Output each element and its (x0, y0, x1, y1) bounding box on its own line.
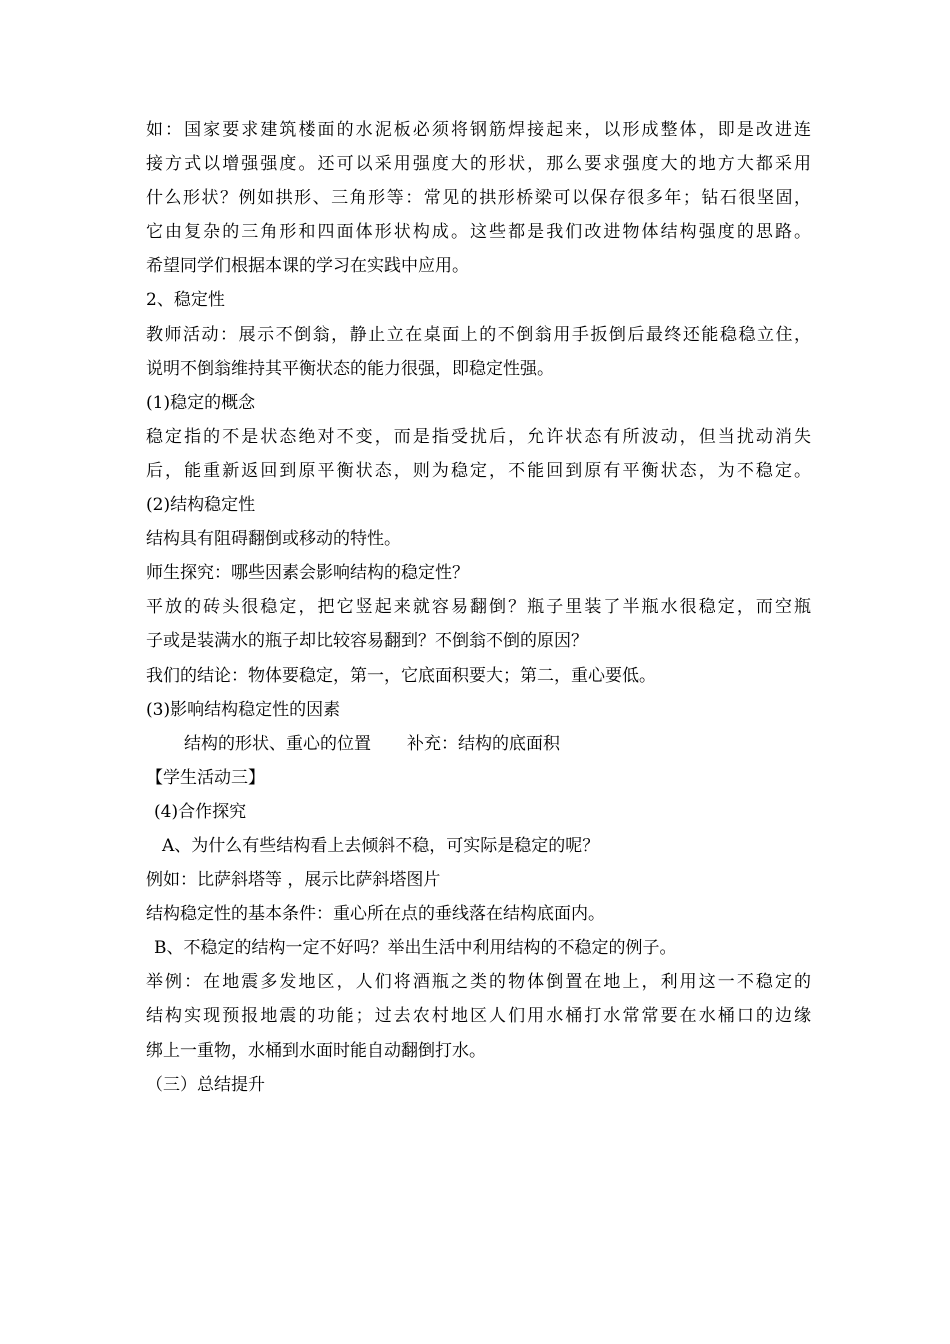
paragraph-line: 结构具有阻碍翻倒或移动的特性。 (146, 529, 401, 550)
subsection-heading: (1)稳定的概念 (146, 392, 256, 413)
paragraph-line: 后，能重新返回到原平衡状态，则为稳定，不能回到原有平衡状态，为不稳定。 (146, 460, 811, 481)
subsection-heading: (4)合作探究 (154, 801, 247, 822)
question-line: B、不稳定的结构一定不好吗？举出生活中利用结构的不稳定的例子。 (154, 938, 677, 959)
factors-text: 结构的形状、重心的位置 (184, 733, 371, 754)
section-heading: （三）总结提升 (146, 1074, 265, 1095)
paragraph-line: 什么形状？例如拱形、三角形等：常见的拱形桥梁可以保存很多年；钻石很坚固， (146, 188, 811, 209)
section-heading: 2、稳定性 (146, 290, 225, 311)
paragraph-line: 举例：在地震多发地区，人们将酒瓶之类的物体倒置在地上，利用这一不稳定的 (146, 972, 811, 993)
paragraph-line: 稳定指的不是状态绝对不变，而是指受扰后，允许状态有所波动，但当扰动消失 (146, 426, 811, 447)
paragraph-line: 例如：比萨斜塔等 ，展示比萨斜塔图片 (146, 870, 441, 891)
paragraph-line: 师生探究：哪些因素会影响结构的稳定性？ (146, 563, 469, 584)
subsection-heading: (3)影响结构稳定性的因素 (146, 699, 341, 720)
document-body (146, 113, 811, 1102)
paragraph-line: 结构稳定性的基本条件：重心所在点的垂线落在结构底面内。 (146, 904, 605, 925)
paragraph-line: 接方式以增强强度。还可以采用强度大的形状，那么要求强度大的地方大都采用 (146, 154, 811, 175)
paragraph-line: 绑上一重物，水桶到水面时能自动翻倒打水。 (146, 1040, 486, 1061)
subsection-heading: (2)结构稳定性 (146, 495, 256, 516)
paragraph-line: 它由复杂的三角形和四面体形状构成。这些都是我们改进物体结构强度的思路。 (146, 222, 811, 243)
question-line: A、为什么有些结构看上去倾斜不稳，可实际是稳定的呢？ (162, 835, 600, 856)
paragraph-line: 希望同学们根据本课的学习在实践中应用。 (146, 256, 469, 277)
paragraph-line: 如：国家要求建筑楼面的水泥板必须将钢筋焊接起来，以形成整体，即是改进连 (146, 120, 811, 140)
supplement-text: 补充：结构的底面积 (407, 733, 560, 754)
paragraph-line: 我们的结论：物体要稳定，第一，它底面积要大；第二，重心要低。 (146, 665, 656, 686)
activity-heading: 【学生活动三】 (146, 767, 265, 788)
paragraph-line: 结构实现预报地震的功能；过去农村地区人们用水桶打水常常要在水桶口的边缘 (146, 1006, 811, 1027)
factors-line (146, 727, 811, 761)
paragraph-line: 说明不倒翁维持其平衡状态的能力很强，即稳定性强。 (146, 358, 554, 379)
paragraph-line: 教师活动：展示不倒翁，静止立在桌面上的不倒翁用手扳倒后最终还能稳稳立住， (146, 324, 811, 345)
paragraph-line: 平放的砖头很稳定，把它竖起来就容易翻倒？瓶子里装了半瓶水很稳定，而空瓶 (146, 597, 811, 618)
paragraph-line: 子或是装满水的瓶子却比较容易翻到？不倒翁不倒的原因？ (146, 631, 588, 652)
